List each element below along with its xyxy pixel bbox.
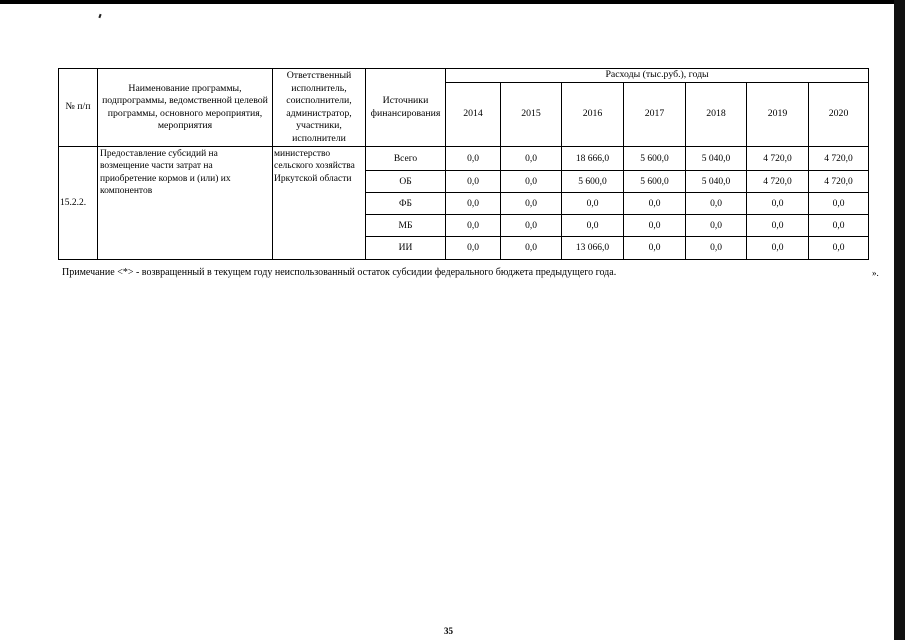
header-year: 2016 (562, 83, 624, 147)
header-year: 2020 (809, 83, 869, 147)
header-sources: Источники финансирования (366, 69, 446, 147)
funding-value: 0,0 (501, 171, 562, 193)
header-num: № п/п (59, 69, 98, 147)
funding-value: 0,0 (809, 193, 869, 215)
header-year: 2018 (686, 83, 747, 147)
funding-value: 18 666,0 (562, 147, 624, 171)
funding-value: 0,0 (501, 237, 562, 260)
funding-value: 13 066,0 (562, 237, 624, 260)
header-year: 2014 (446, 83, 501, 147)
header-responsible: Ответственный исполнитель, соисполнители, администратор, участники, исполнители (273, 69, 366, 147)
funding-source: ИИ (366, 237, 446, 260)
funding-value: 0,0 (446, 193, 501, 215)
funding-source: ФБ (366, 193, 446, 215)
funding-value: 0,0 (501, 147, 562, 171)
funding-value: 0,0 (562, 193, 624, 215)
scan-speck (98, 14, 101, 18)
funding-value: 0,0 (809, 215, 869, 237)
funding-value: 0,0 (446, 147, 501, 171)
funding-value: 0,0 (747, 237, 809, 260)
funding-value: 0,0 (809, 237, 869, 260)
header-name: Наименование программы, подпрограммы, ведомственной целевой программы, основного мероприятия, мероприятия (98, 69, 273, 147)
expenses-table (58, 68, 869, 260)
funding-value: 4 720,0 (747, 147, 809, 171)
item-number: 15.2.2. (59, 147, 98, 260)
funding-value: 4 720,0 (809, 171, 869, 193)
funding-value: 0,0 (686, 193, 747, 215)
funding-value: 0,0 (624, 215, 686, 237)
funding-value: 5 600,0 (562, 171, 624, 193)
header-expenses: Расходы (тыс.руб.), годы (446, 69, 869, 83)
funding-value: 0,0 (501, 215, 562, 237)
closing-quote-mark: ». (872, 268, 879, 278)
funding-source: Всего (366, 147, 446, 171)
funding-value: 4 720,0 (809, 147, 869, 171)
funding-value: 5 600,0 (624, 147, 686, 171)
table-note: Примечание <*> - возвращенный в текущем году неиспользованный остаток субсидии федерального бюджета предыдущего года. (62, 267, 617, 278)
header-year: 2017 (624, 83, 686, 147)
funding-value: 0,0 (686, 215, 747, 237)
funding-source: ОБ (366, 171, 446, 193)
funding-value: 0,0 (562, 215, 624, 237)
funding-value: 0,0 (446, 215, 501, 237)
funding-value: 5 040,0 (686, 171, 747, 193)
page-number: 35 (444, 626, 453, 636)
funding-source: МБ (366, 215, 446, 237)
funding-value: 5 600,0 (624, 171, 686, 193)
funding-value: 0,0 (446, 237, 501, 260)
funding-value: 0,0 (624, 193, 686, 215)
funding-value: 0,0 (747, 215, 809, 237)
item-name: Предоставление субсидий на возмещение части затрат на приобретение кормов и (или) их компонентов (98, 147, 273, 260)
funding-value: 0,0 (624, 237, 686, 260)
funding-value: 0,0 (446, 171, 501, 193)
scan-border-right (894, 0, 905, 640)
table-header-row (59, 69, 869, 83)
funding-value: 0,0 (686, 237, 747, 260)
scan-border-top (0, 0, 905, 4)
item-responsible: министерство сельского хозяйства Иркутской области (273, 147, 366, 260)
header-year: 2019 (747, 83, 809, 147)
funding-value: 0,0 (501, 193, 562, 215)
funding-value: 4 720,0 (747, 171, 809, 193)
funding-value: 5 040,0 (686, 147, 747, 171)
table-row (59, 147, 869, 171)
funding-value: 0,0 (747, 193, 809, 215)
header-year: 2015 (501, 83, 562, 147)
